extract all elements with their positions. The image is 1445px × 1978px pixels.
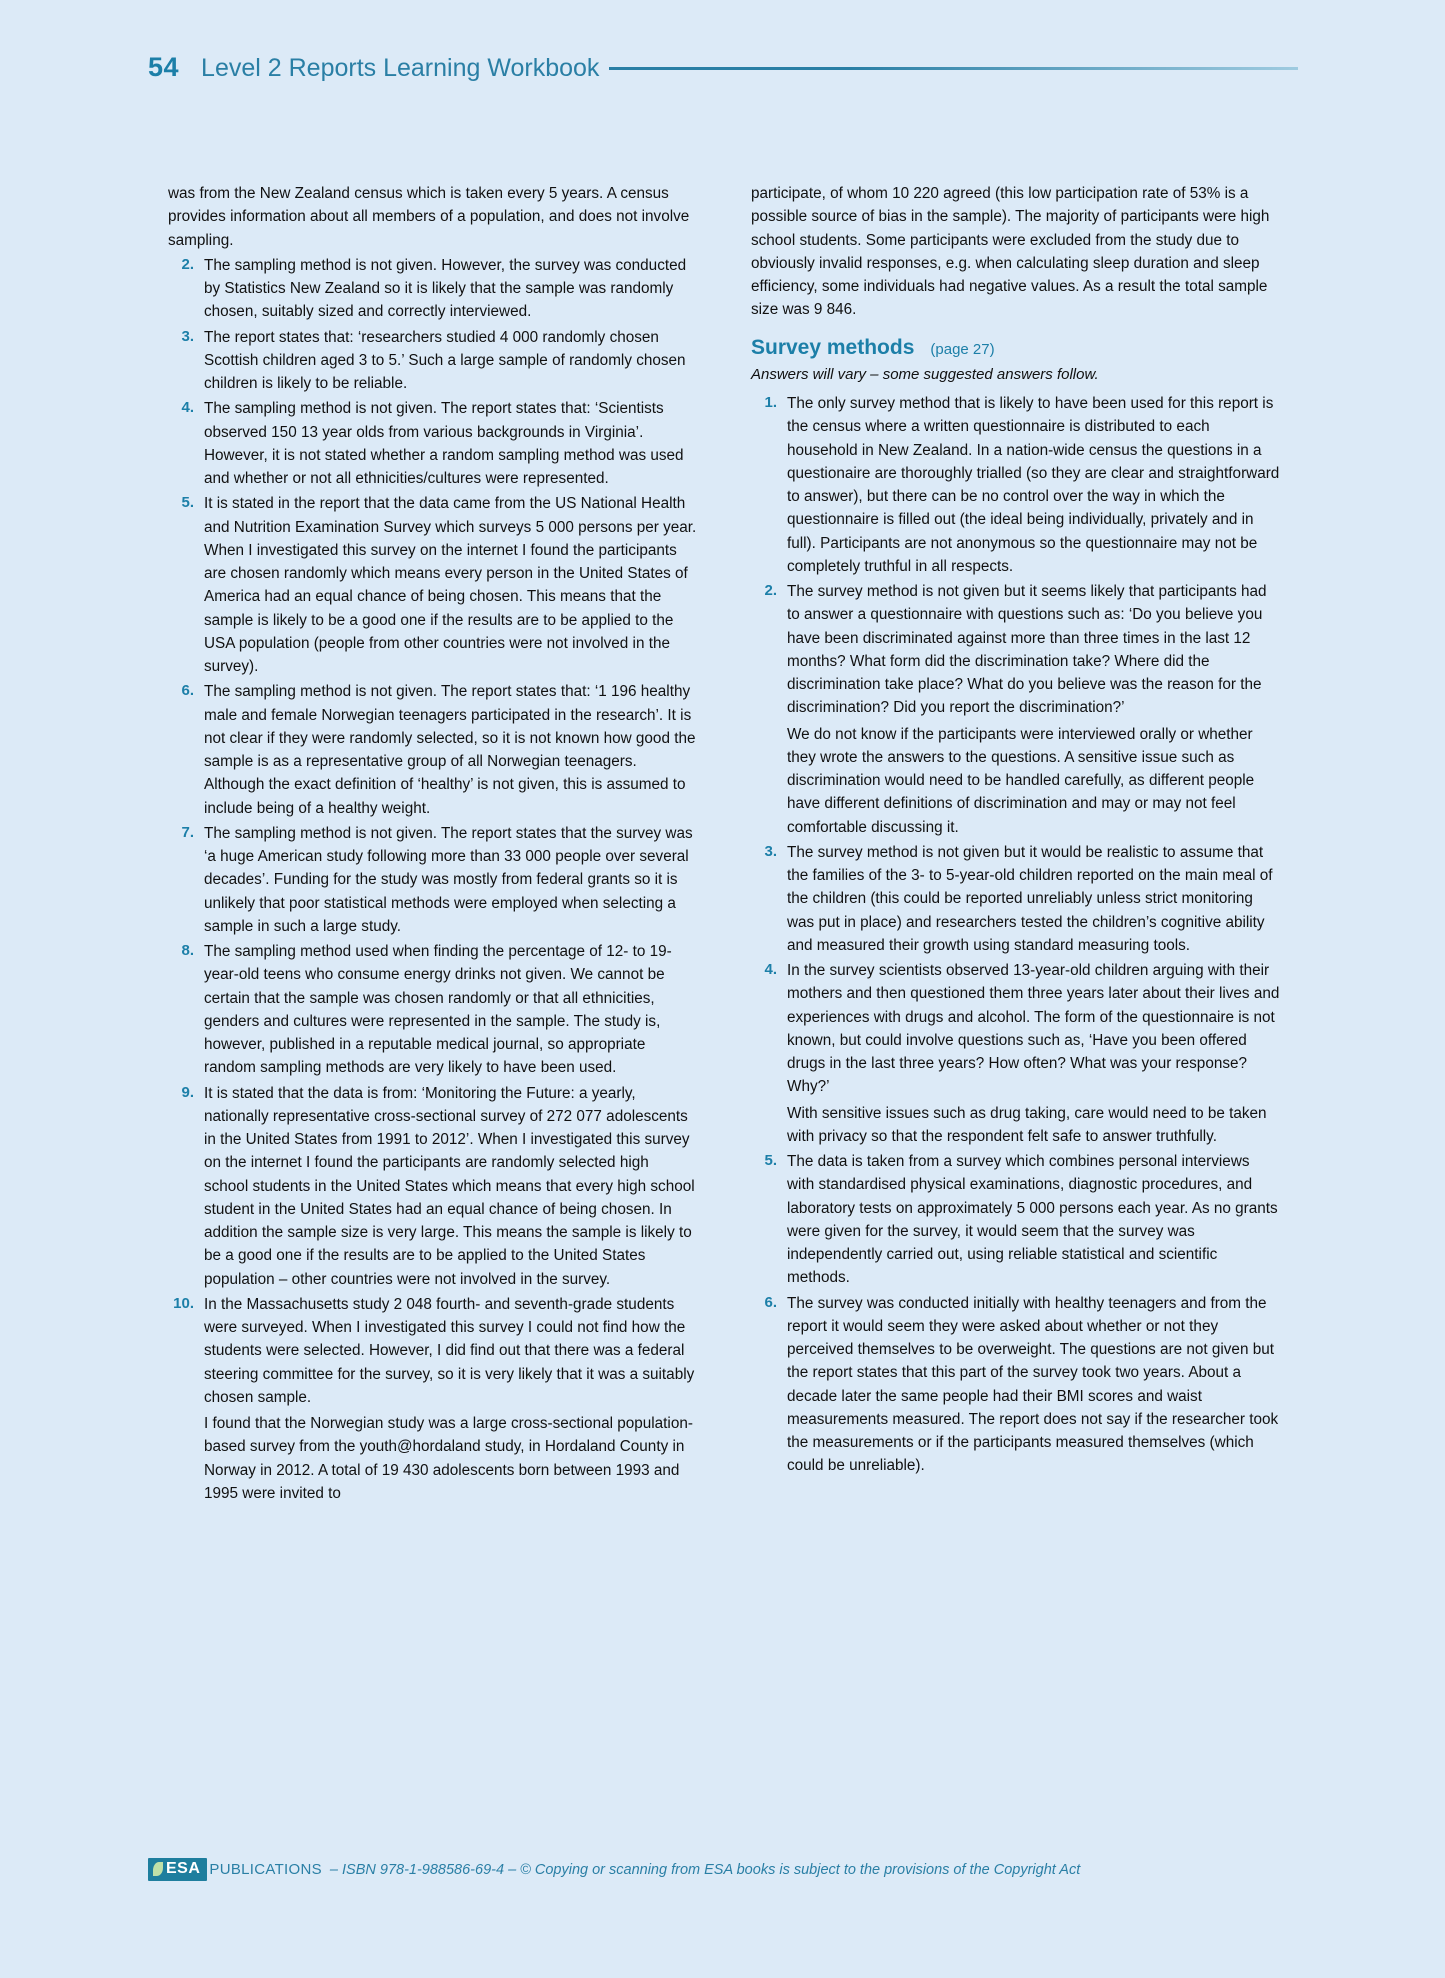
list-item-text: The sampling method is not given. However, the survey was conducted by Statistics New Zealand so it is likely that the sample was randomly chosen, suitably sized and correctly interviewed.	[204, 256, 687, 321]
list-item-number: 5.	[764, 1152, 777, 1169]
list-item-number: 6.	[181, 682, 194, 700]
list-item-number: 7.	[181, 823, 194, 841]
left-closing-paragraph: I found that the Norwegian study was a large cross-sectional population-based survey from the youth@hordaland study, in Hordaland County in Norway in 2012. A total of 19 430 adolescents born between 1993 and 1995 were invited to	[204, 1415, 693, 1502]
list-item	[168, 492, 697, 678]
list-item-number: 4.	[764, 961, 777, 978]
list-item-number: 9.	[181, 1083, 194, 1101]
footer-copyright-text: – ISBN 978-1-988586-69-4 – © Copying or scanning from ESA books is subject to the provisions of the Copyright Act	[329, 1861, 1081, 1878]
list-item	[168, 1082, 697, 1291]
list-item	[168, 254, 697, 324]
content-columns	[168, 182, 1280, 1520]
list-item	[168, 397, 697, 490]
right-column	[751, 182, 1280, 1520]
section-note: Answers will vary – some suggested answers follow.	[751, 365, 1099, 383]
list-item-text: The sampling method is not given. The report states that: ‘1 196 healthy male and female Norwegian teenagers participated in the research’. It is not clear if they were randomly selected, so it is not known how good the sample is as a representative group of all Norwegian teenagers. Although the exact definition of ‘healthy’ is not given, this is assumed to include being of a healthy weight.	[204, 683, 696, 817]
page-number: 54	[148, 52, 180, 82]
list-item-number: 4.	[181, 399, 194, 417]
list-item	[168, 822, 697, 938]
list-item-text: The survey was conducted initially with healthy teenagers and from the report it would seem they were asked about whether or not they perceived themselves to be overweight. The questions are not given but the report states that this part of the survey took two years. About a decade later the same people had their BMI scores and waist measurements measured. The report does not say if the researcher took the measurements or if the participants measured themselves (which could be unreliable).	[787, 1294, 1279, 1475]
section-title: Survey methods	[751, 335, 915, 359]
list-item-extra-text: We do not know if the participants were interviewed orally or whether they wrote the answers to the questions. A sensitive issue such as discrimination would need to be handled carefully, as different people have different definitions of discrimination and may or may not feel comfortable discussing it.	[787, 725, 1255, 836]
list-item-text	[787, 959, 1280, 1148]
list-item	[751, 841, 1280, 957]
list-item-number: 6.	[764, 1293, 777, 1311]
list-item	[751, 580, 1280, 839]
list-item-text: The sampling method used when finding the percentage of 12- to 19-year-old teens who consume energy drinks not given. We cannot be certain that the sample was chosen randomly or that all ethnicities, genders and cultures were represented in the sample. The study is, however, published in a reputable medical journal, so appropriate random sampling methods are very likely to have been used.	[204, 943, 672, 1077]
list-item	[168, 940, 697, 1080]
list-item	[751, 392, 1280, 578]
list-item-text: It is stated in the report that the data came from the US National Health and Nutrition Examination Survey which surveys 5 000 persons per year. When I investigated this survey on the internet I found the participants are chosen randomly which means every person in the United States of America had an equal chance of being chosen. This means that the sample is likely to be a good one if the results are to be applied to the USA population (people from other countries were not involved in the survey).	[204, 495, 697, 675]
list-item-number: 2.	[181, 255, 194, 273]
list-item	[751, 1292, 1280, 1478]
header-rule	[609, 67, 1298, 70]
list-item-text: It is stated that the data is from: ‘Monitoring the Future: a yearly, nationally representative cross-sectional survey of 272 077 adolescents in the United States from 1991 to 2012’. When I investigated this survey on the internet I found the participants are randomly selected high school students in the United States which means that every high school student in the United States had an equal chance of being chosen. In addition the sample size is very large. This means the sample is likely to be a good one if the results are to be applied to the United States population – other countries were not involved in the survey.	[204, 1084, 695, 1288]
list-item-number: 8.	[181, 942, 194, 959]
left-column	[168, 182, 697, 1520]
list-item-text: The sampling method is not given. The report states that the survey was ‘a huge American study following more than 33 000 people over several decades’. Funding for the study was mostly from federal grants so it is unlikely that poor statistical methods were employed when selecting a sample in such a large study.	[204, 824, 693, 935]
right-lead-paragraph: participate, of whom 10 220 agreed (this low participation rate of 53% is a possible source of bias in the sample). The majority of participants were high school students. Some participants were excluded from the study due to obviously invalid responses, e.g. when calculating sleep duration and sleep efficiency, some individuals had negative values. As a result the total sample size was 9 846.	[751, 185, 1270, 319]
list-item-text: In the Massachusetts study 2 048 fourth- and seventh-grade students were surveyed. When I investigated this survey I could not find how the students were selected. However, I did find out that there was a federal steering committee for the survey, so it is very likely that it was a suitably chosen sample.	[204, 1295, 695, 1406]
leaf-icon	[153, 1862, 163, 1876]
list-item	[168, 326, 697, 396]
right-answer-list	[751, 392, 1280, 1478]
section-page-reference: (page 27)	[930, 340, 995, 358]
page-header	[148, 52, 1298, 98]
page-footer	[148, 1858, 1298, 1881]
list-item-number: 3.	[764, 842, 777, 860]
list-item-number: 5.	[181, 494, 194, 512]
list-item-text: The only survey method that is likely to have been used for this report is the census where a written questionnaire is distributed to each household in New Zealand. In a nation-wide census the questions in a questionaire are thoroughly trialled (so they are clear and straightforward to answer), but there can be no control over the way in which the questionnaire is filled out (the ideal being individually, privately and in full). Participants are not anonymous so the questionnaire may not be completely truthful in all respects.	[787, 395, 1280, 575]
list-item-text: The survey method is not given but it would be realistic to assume that the families of the 3- to 5-year-old children reported on the main meal of the children (this could be reported unreliably unless strict monitoring was put in place) and researchers tested the children’s cognitive ability and measured their growth using standard measuring tools.	[787, 843, 1273, 954]
list-item	[168, 680, 697, 820]
list-item	[751, 959, 1280, 1148]
list-item-main-text: The survey method is not given but it seems likely that participants had to answer a questionnaire with questions such as: ‘Do you believe you have been discriminated against more than three times in the last 12 months? What form did the discrimination take? Where did the discrimination take place? What do you believe was the reason for the discrimination? Did you report the discrimination?’	[787, 583, 1267, 717]
header-title: Level 2 Reports Learning Workbook	[201, 54, 600, 82]
list-item-number: 1.	[764, 394, 777, 411]
list-item-text: The sampling method is not given. The report states that: ‘Scientists observed 150 13 year olds from various backgrounds in Virginia’. However, it is not stated whether a random sampling method was used and whether or not all ethnicities/cultures were represented.	[204, 400, 684, 487]
esa-logo	[148, 1858, 207, 1881]
esa-logo-text: ESA	[166, 1860, 201, 1877]
list-item-text: The data is taken from a survey which combines personal interviews with standardised physical examinations, diagnostic procedures, and laboratory tests on approximately 5 000 persons each year. As no grants were given for the survey, it would seem that the survey was independently carried out, using reliable statistical and scientific methods.	[787, 1153, 1278, 1287]
publications-label: PUBLICATIONS	[209, 1861, 322, 1878]
section-heading	[751, 336, 1280, 360]
left-answer-list	[168, 254, 697, 1409]
list-item-main-text: In the survey scientists observed 13-year-old children arguing with their mothers and then questioned them three years later about their lives and experiences with drugs and alcohol. The form of the questionnaire is not known, but could involve questions such as, ‘Have you been offered drugs in the last three years? How often? What was your response? Why?’	[787, 962, 1280, 1096]
list-item-extra-text: With sensitive issues such as drug taking, care would need to be taken with privacy so that the respondent felt safe to answer truthfully.	[787, 1104, 1267, 1145]
left-lead-paragraph: was from the New Zealand census which is taken every 5 years. A census provides information about all members of a population, and does not involve sampling.	[168, 185, 690, 249]
list-item-text: The report states that: ‘researchers studied 4 000 randomly chosen Scottish children aged 3 to 5.’ Such a large sample of randomly chosen children is likely to be reliable.	[204, 328, 686, 392]
list-item-text	[787, 580, 1280, 839]
list-item	[168, 1293, 697, 1409]
list-item-number: 3.	[181, 327, 194, 345]
list-item-number: 10.	[173, 1294, 194, 1312]
list-item	[751, 1150, 1280, 1290]
list-item-number: 2.	[764, 582, 777, 599]
